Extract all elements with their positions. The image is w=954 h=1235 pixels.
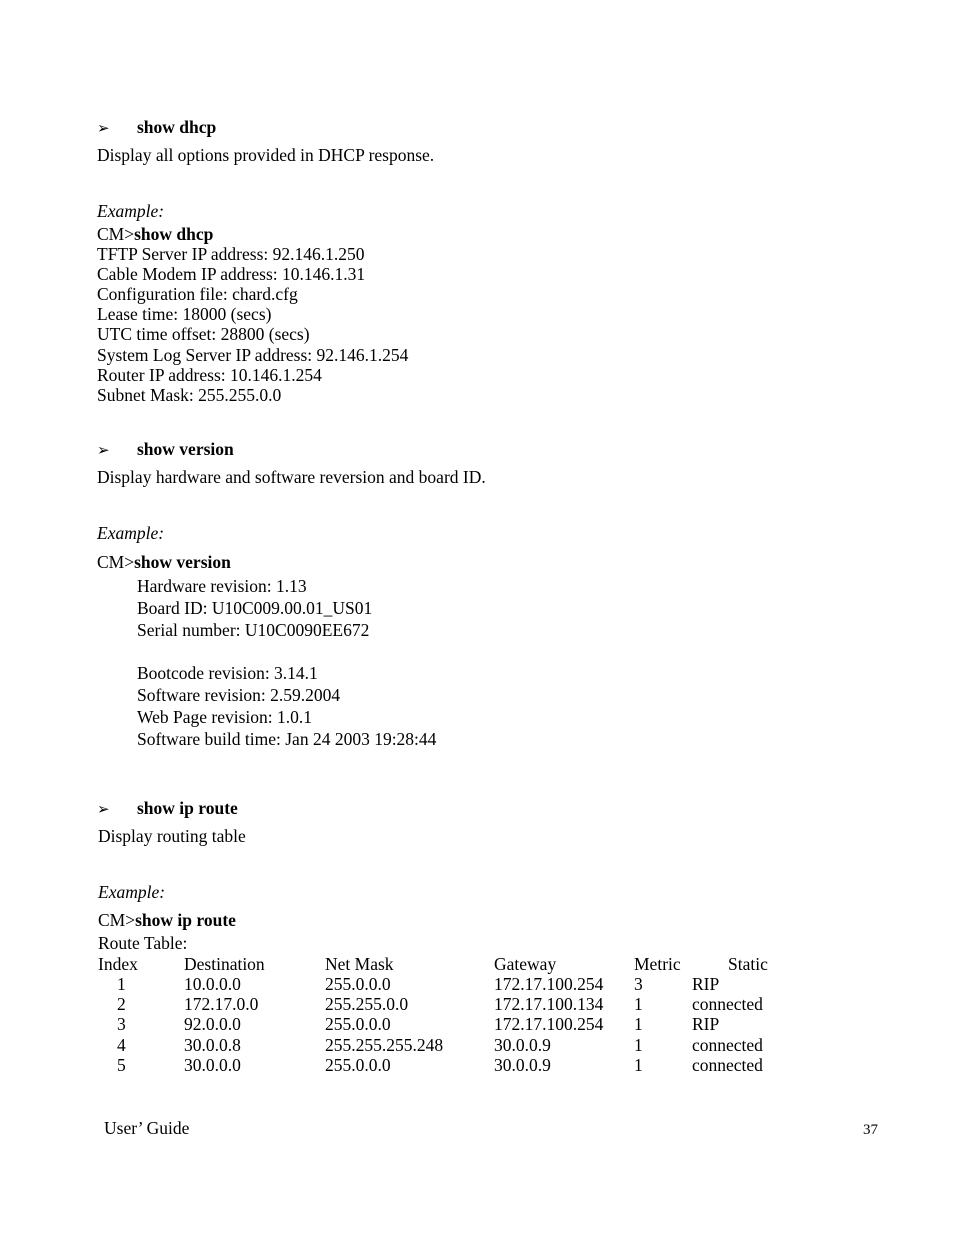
output-line: Cable Modem IP address: 10.146.1.31 (97, 264, 366, 284)
table-cell: 255.0.0.0 (325, 1055, 391, 1075)
example-label-ip-route: Example: (98, 882, 166, 902)
section-description-dhcp: Display all options provided in DHCP response. (97, 145, 435, 165)
table-cell: 172.17.100.254 (494, 974, 604, 994)
command-line-ip-route (98, 910, 236, 930)
table-cell: RIP (692, 1014, 720, 1034)
table-header-cell: Gateway (494, 954, 557, 974)
output-line: System Log Server IP address: 92.146.1.254 (97, 345, 409, 365)
table-cell: RIP (692, 974, 720, 994)
table-cell: 255.0.0.0 (325, 1014, 391, 1034)
section-description-ip-route: Display routing table (98, 826, 246, 846)
output-line: Serial number: U10C0090EE672 (137, 620, 370, 640)
output-line: Board ID: U10C009.00.01_US01 (137, 598, 373, 618)
cli-command: show dhcp (134, 224, 214, 244)
footer-title: User’ Guide (104, 1118, 190, 1138)
output-line: Lease time: 18000 (secs) (97, 304, 272, 324)
output-line: Bootcode revision: 3.14.1 (137, 663, 318, 683)
section-heading-dhcp: show dhcp (137, 117, 217, 137)
table-cell: 10.0.0.0 (184, 974, 241, 994)
output-line: Configuration file: chard.cfg (97, 284, 298, 304)
cli-prompt: CM> (97, 224, 135, 244)
table-cell: 172.17.100.254 (494, 1014, 604, 1034)
route-table-title: Route Table: (98, 933, 188, 953)
section-heading-version: show version (137, 439, 234, 459)
table-cell: 30.0.0.8 (184, 1035, 241, 1055)
table-cell: 255.255.255.248 (325, 1035, 444, 1055)
cli-prompt: CM> (97, 552, 135, 572)
table-header-cell: Destination (184, 954, 265, 974)
table-cell: 30.0.0.9 (494, 1035, 551, 1055)
table-cell: connected (692, 994, 763, 1014)
table-cell: 30.0.0.0 (184, 1055, 241, 1075)
example-label-version: Example: (97, 523, 165, 543)
table-cell: 1 (634, 1035, 643, 1055)
table-cell: 1 (634, 994, 643, 1014)
table-cell: 5 (117, 1055, 126, 1075)
table-cell: 255.255.0.0 (325, 994, 409, 1014)
table-cell: 1 (634, 1014, 643, 1034)
table-header-cell: Net Mask (325, 954, 394, 974)
table-header-cell: Metric (634, 954, 681, 974)
table-header-cell: Index (98, 954, 138, 974)
bullet-arrow-icon: ➢ (97, 119, 110, 137)
output-line: Web Page revision: 1.0.1 (137, 707, 313, 727)
table-cell: 3 (634, 974, 643, 994)
output-line: Software revision: 2.59.2004 (137, 685, 341, 705)
table-cell: 255.0.0.0 (325, 974, 391, 994)
table-cell: 4 (117, 1035, 126, 1055)
output-line: Hardware revision: 1.13 (137, 576, 307, 596)
table-cell: 2 (117, 994, 126, 1014)
cli-command: show version (134, 552, 231, 572)
table-cell: 172.17.100.134 (494, 994, 604, 1014)
output-line: Software build time: Jan 24 2003 19:28:44 (137, 729, 437, 749)
bullet-arrow-icon: ➢ (97, 800, 110, 818)
section-description-version: Display hardware and software reversion and board ID. (97, 467, 486, 487)
example-label-dhcp: Example: (97, 201, 165, 221)
output-line: Router IP address: 10.146.1.254 (97, 365, 322, 385)
cli-command: show ip route (135, 910, 236, 930)
table-cell: 30.0.0.9 (494, 1055, 551, 1075)
section-heading-ip-route: show ip route (137, 798, 238, 818)
output-line: TFTP Server IP address: 92.146.1.250 (97, 244, 365, 264)
page-number: 37 (863, 1122, 878, 1138)
cli-prompt: CM> (98, 910, 136, 930)
output-line: Subnet Mask: 255.255.0.0 (97, 385, 282, 405)
command-line-version (97, 552, 231, 572)
table-cell: connected (692, 1055, 763, 1075)
table-cell: 3 (117, 1014, 126, 1034)
table-cell: connected (692, 1035, 763, 1055)
table-header-cell: Static (728, 954, 768, 974)
table-cell: 1 (117, 974, 126, 994)
output-line: UTC time offset: 28800 (secs) (97, 324, 310, 344)
table-cell: 92.0.0.0 (184, 1014, 241, 1034)
command-line-dhcp (97, 224, 213, 244)
table-cell: 1 (634, 1055, 643, 1075)
table-cell: 172.17.0.0 (184, 994, 259, 1014)
bullet-arrow-icon: ➢ (97, 441, 110, 459)
